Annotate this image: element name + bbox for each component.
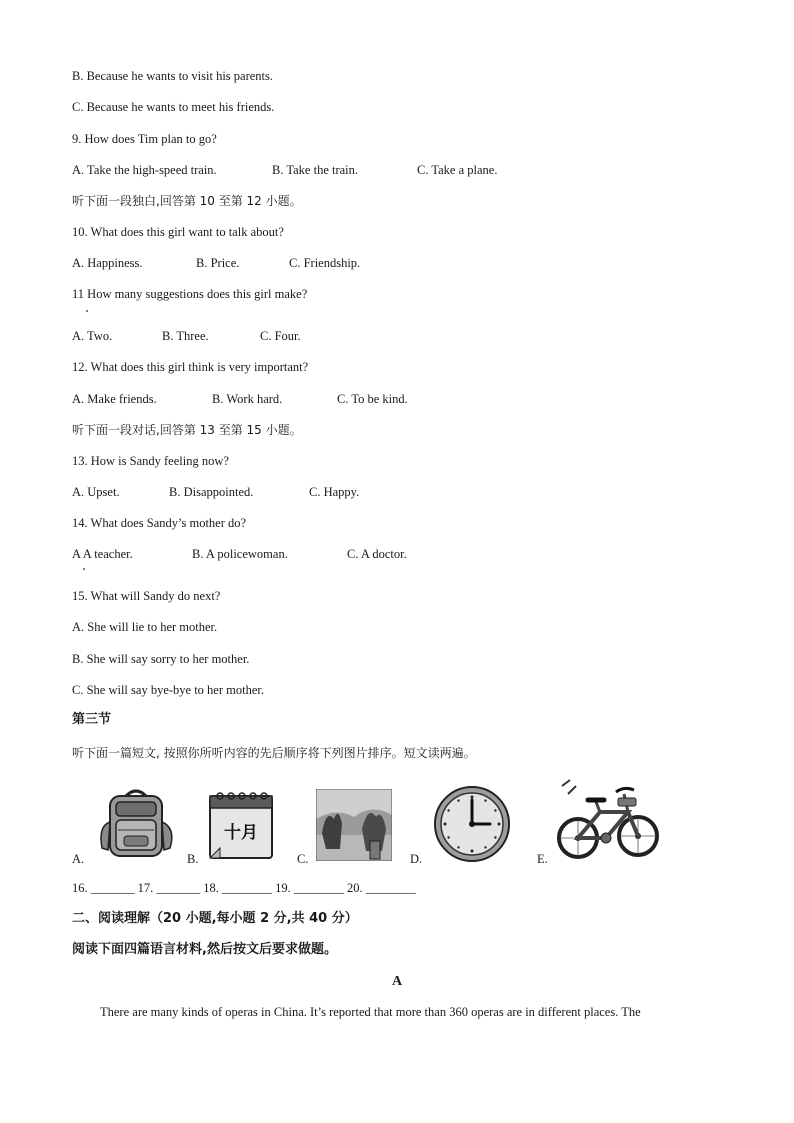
q14-question: 14. What does Sandy’s mother do? bbox=[72, 516, 247, 530]
instruction-10-12: 听下面一段独白,回答第 10 至第 12 小题。 bbox=[72, 194, 302, 208]
q8-option-b: B. Because he wants to visit his parents. bbox=[72, 69, 274, 83]
q9-question: 9. How does Tim plan to go? bbox=[72, 132, 217, 146]
q10-question: 10. What does this girl want to talk about? bbox=[72, 225, 284, 239]
q11-question: 11 How many suggestions does this girl make? bbox=[72, 287, 308, 301]
q12-option-a: A. Make friends. bbox=[72, 392, 157, 406]
instruction-13-15: 听下面一段对话,回答第 13 至第 15 小题。 bbox=[72, 423, 302, 437]
reading-instruction: 阅读下面四篇语言材料,然后按文后要求做题。 bbox=[72, 942, 337, 957]
reading-part-title: 二、阅读理解（20 小题,每小题 2 分,共 40 分） bbox=[72, 911, 358, 926]
passage-a-first-line: There are many kinds of operas in China. It’s reported that more than 360 operas are in different places. The bbox=[100, 1005, 641, 1019]
q15-option-a: A. She will lie to her mother. bbox=[72, 620, 218, 634]
q11-option-a: A. Two. bbox=[72, 329, 113, 343]
q11-option-b: B. Three. bbox=[162, 329, 209, 343]
stray-dot bbox=[86, 310, 88, 312]
q14-option-a: A A teacher. bbox=[72, 547, 133, 561]
picture-label-e: E. bbox=[537, 852, 548, 866]
section-3-title: 第三节 bbox=[72, 712, 112, 727]
q9-option-a: A. Take the high-speed train. bbox=[72, 163, 217, 177]
q12-option-c: C. To be kind. bbox=[337, 392, 408, 406]
passage-label: A bbox=[391, 974, 403, 989]
q12-option-b: B. Work hard. bbox=[212, 392, 283, 406]
q15-option-b: B. She will say sorry to her mother. bbox=[72, 652, 250, 666]
q13-option-b: B. Disappointed. bbox=[169, 485, 254, 499]
q13-question: 13. How is Sandy feeling now? bbox=[72, 454, 229, 468]
q10-option-c: C. Friendship. bbox=[289, 256, 361, 270]
clock-icon bbox=[432, 784, 512, 864]
q13-option-a: A. Upset. bbox=[72, 485, 120, 499]
q12-question: 12. What does this girl think is very important? bbox=[72, 360, 309, 374]
q14-option-b: B. A policewoman. bbox=[192, 547, 288, 561]
bicycle-icon bbox=[556, 778, 660, 862]
q11-option-c: C. Four. bbox=[260, 329, 301, 343]
q13-option-c: C. Happy. bbox=[309, 485, 360, 499]
stray-dot bbox=[83, 568, 85, 570]
picture-label-b: B. bbox=[187, 852, 199, 866]
q9-option-b: B. Take the train. bbox=[272, 163, 359, 177]
q10-option-b: B. Price. bbox=[196, 256, 240, 270]
backpack-icon bbox=[96, 786, 176, 860]
q10-option-a: A. Happiness. bbox=[72, 256, 143, 270]
q15-option-c: C. She will say bye-bye to her mother. bbox=[72, 683, 264, 697]
picture-label-a: A. bbox=[72, 852, 85, 866]
q14-option-c: C. A doctor. bbox=[347, 547, 407, 561]
q9-option-c: C. Take a plane. bbox=[417, 163, 498, 177]
calendar-month-text: 十月 bbox=[224, 823, 258, 843]
landscape-photo-icon bbox=[316, 789, 392, 861]
answer-blanks: 16. _______ 17. _______ 18. ________ 19. ________ 20. ________ bbox=[72, 881, 416, 895]
picture-label-d: D. bbox=[410, 852, 423, 866]
calendar-icon bbox=[206, 788, 276, 860]
picture-label-c: C. bbox=[297, 852, 309, 866]
q15-question: 15. What will Sandy do next? bbox=[72, 589, 221, 603]
section-3-instruction: 听下面一篇短文, 按照你所听内容的先后顺序将下列图片排序。短文读两遍。 bbox=[72, 746, 476, 760]
q8-option-c: C. Because he wants to meet his friends. bbox=[72, 100, 275, 114]
